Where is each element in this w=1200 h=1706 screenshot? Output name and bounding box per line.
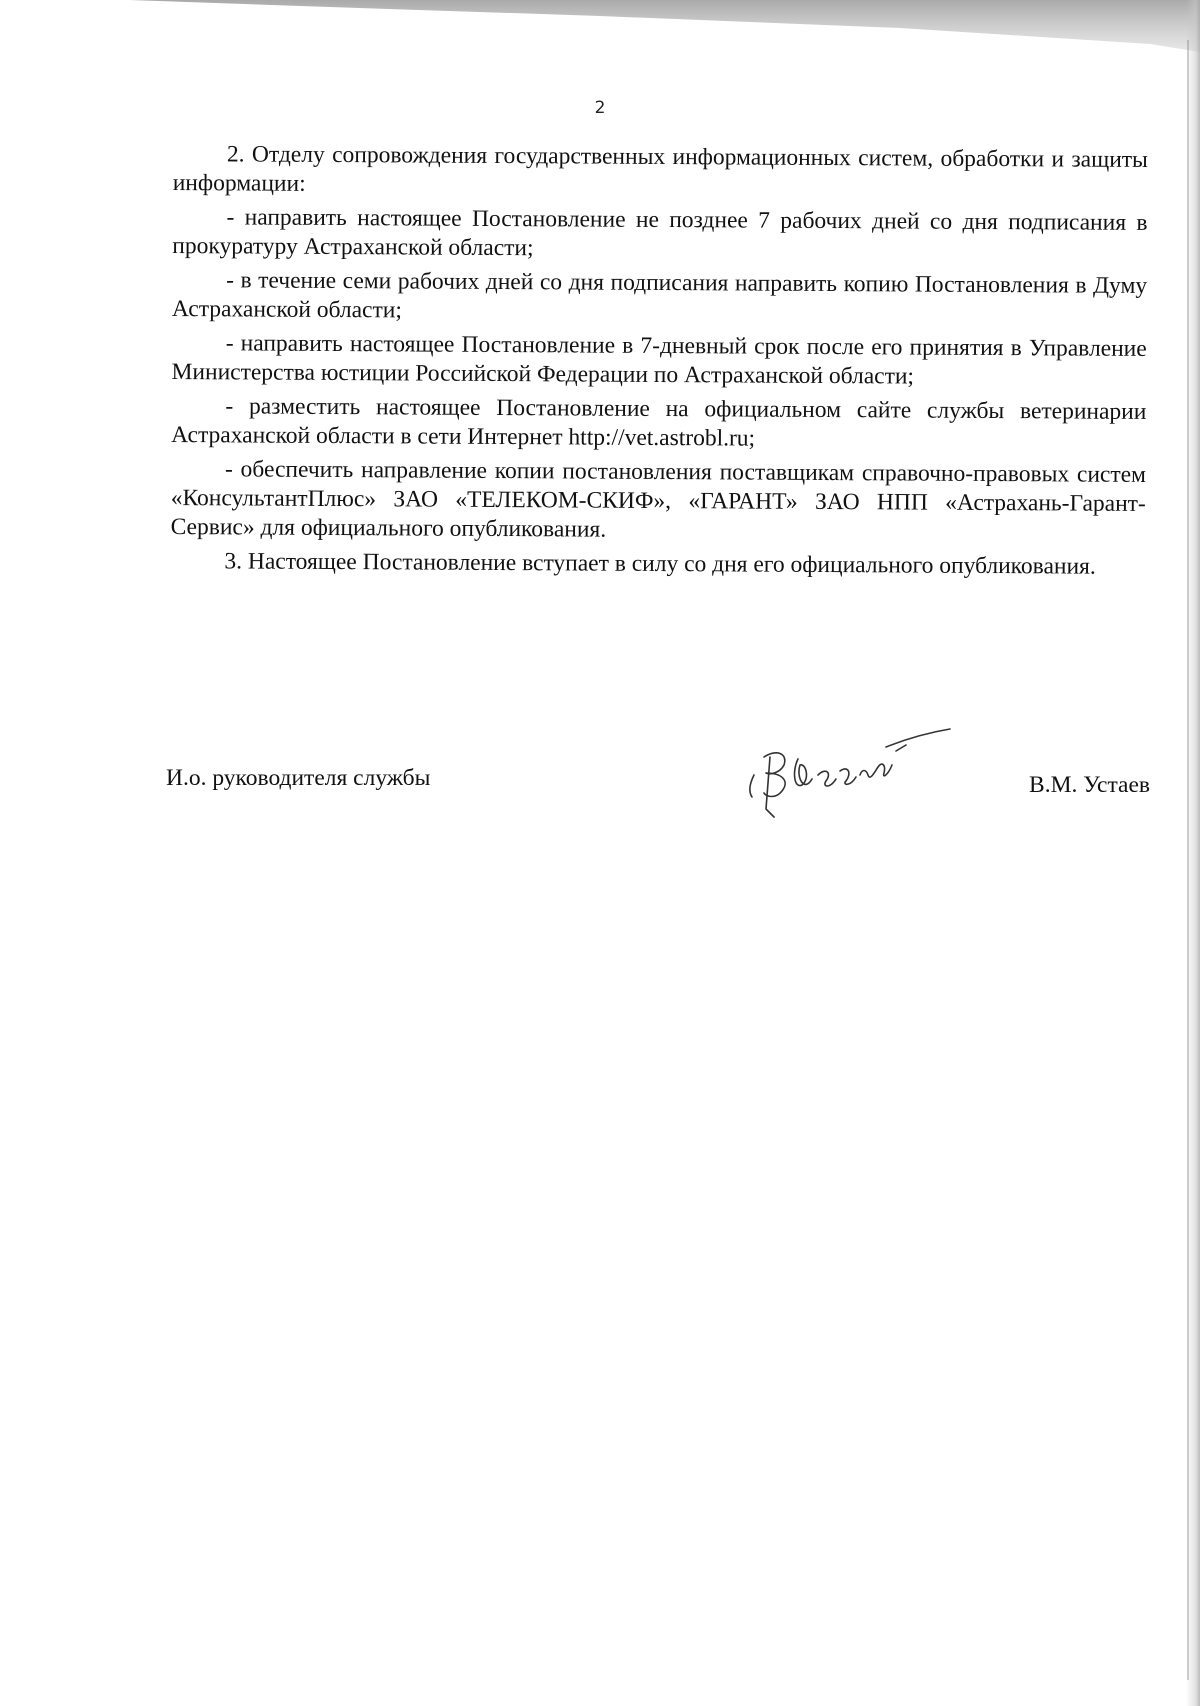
paragraph-bullet-website: - разместить настоящее Постановление на официальном сайте службы ветеринарии Астраханской области в сети Интернет http://vet.astrobl.ru; <box>171 393 1147 452</box>
page-number: 2 <box>594 98 606 118</box>
scan-shadow-top <box>0 0 1200 60</box>
paragraph-item-2: 2. Отделу сопровождения государственных информационных систем, обработки и защиты информации: <box>172 141 1148 197</box>
paragraph-bullet-legal-systems: - обеспечить направление копии постановления поставщикам справочно-правовых систем «КонсультантПлюс» ЗАО «ТЕЛЕКОМ-СКИФ», «ГАРАНТ» ЗАО НПП «Астрахань-Гарант-Сервис» для официального опубликования. <box>170 456 1147 543</box>
signatory-name: В.М. Устаев <box>1029 772 1150 798</box>
paragraph-bullet-prosecutor: - направить настоящее Постановление не позднее 7 рабочих дней со дня подписания в прокуратуру Астраханской области; <box>172 204 1148 262</box>
paragraph-bullet-ministry: - направить настоящее Постановление в 7-дневный срок после его принятия в Управление Министерства юстиции Российской Федерации по Астраханской области; <box>171 330 1147 390</box>
paragraph-item-3: 3. Настоящее Постановление вступает в силу со дня его официального опубликования. <box>224 548 1096 580</box>
signatory-position: И.о. руководителя службы <box>166 765 431 791</box>
handwritten-signature <box>736 713 966 823</box>
paragraph-bullet-duma: - в течение семи рабочих дней со дня подписания направить копию Постановления в Думу Астраханской области; <box>171 267 1148 324</box>
signature-block <box>166 745 1150 825</box>
document-body <box>170 140 1148 587</box>
scan-edge-line <box>1187 40 1189 1680</box>
